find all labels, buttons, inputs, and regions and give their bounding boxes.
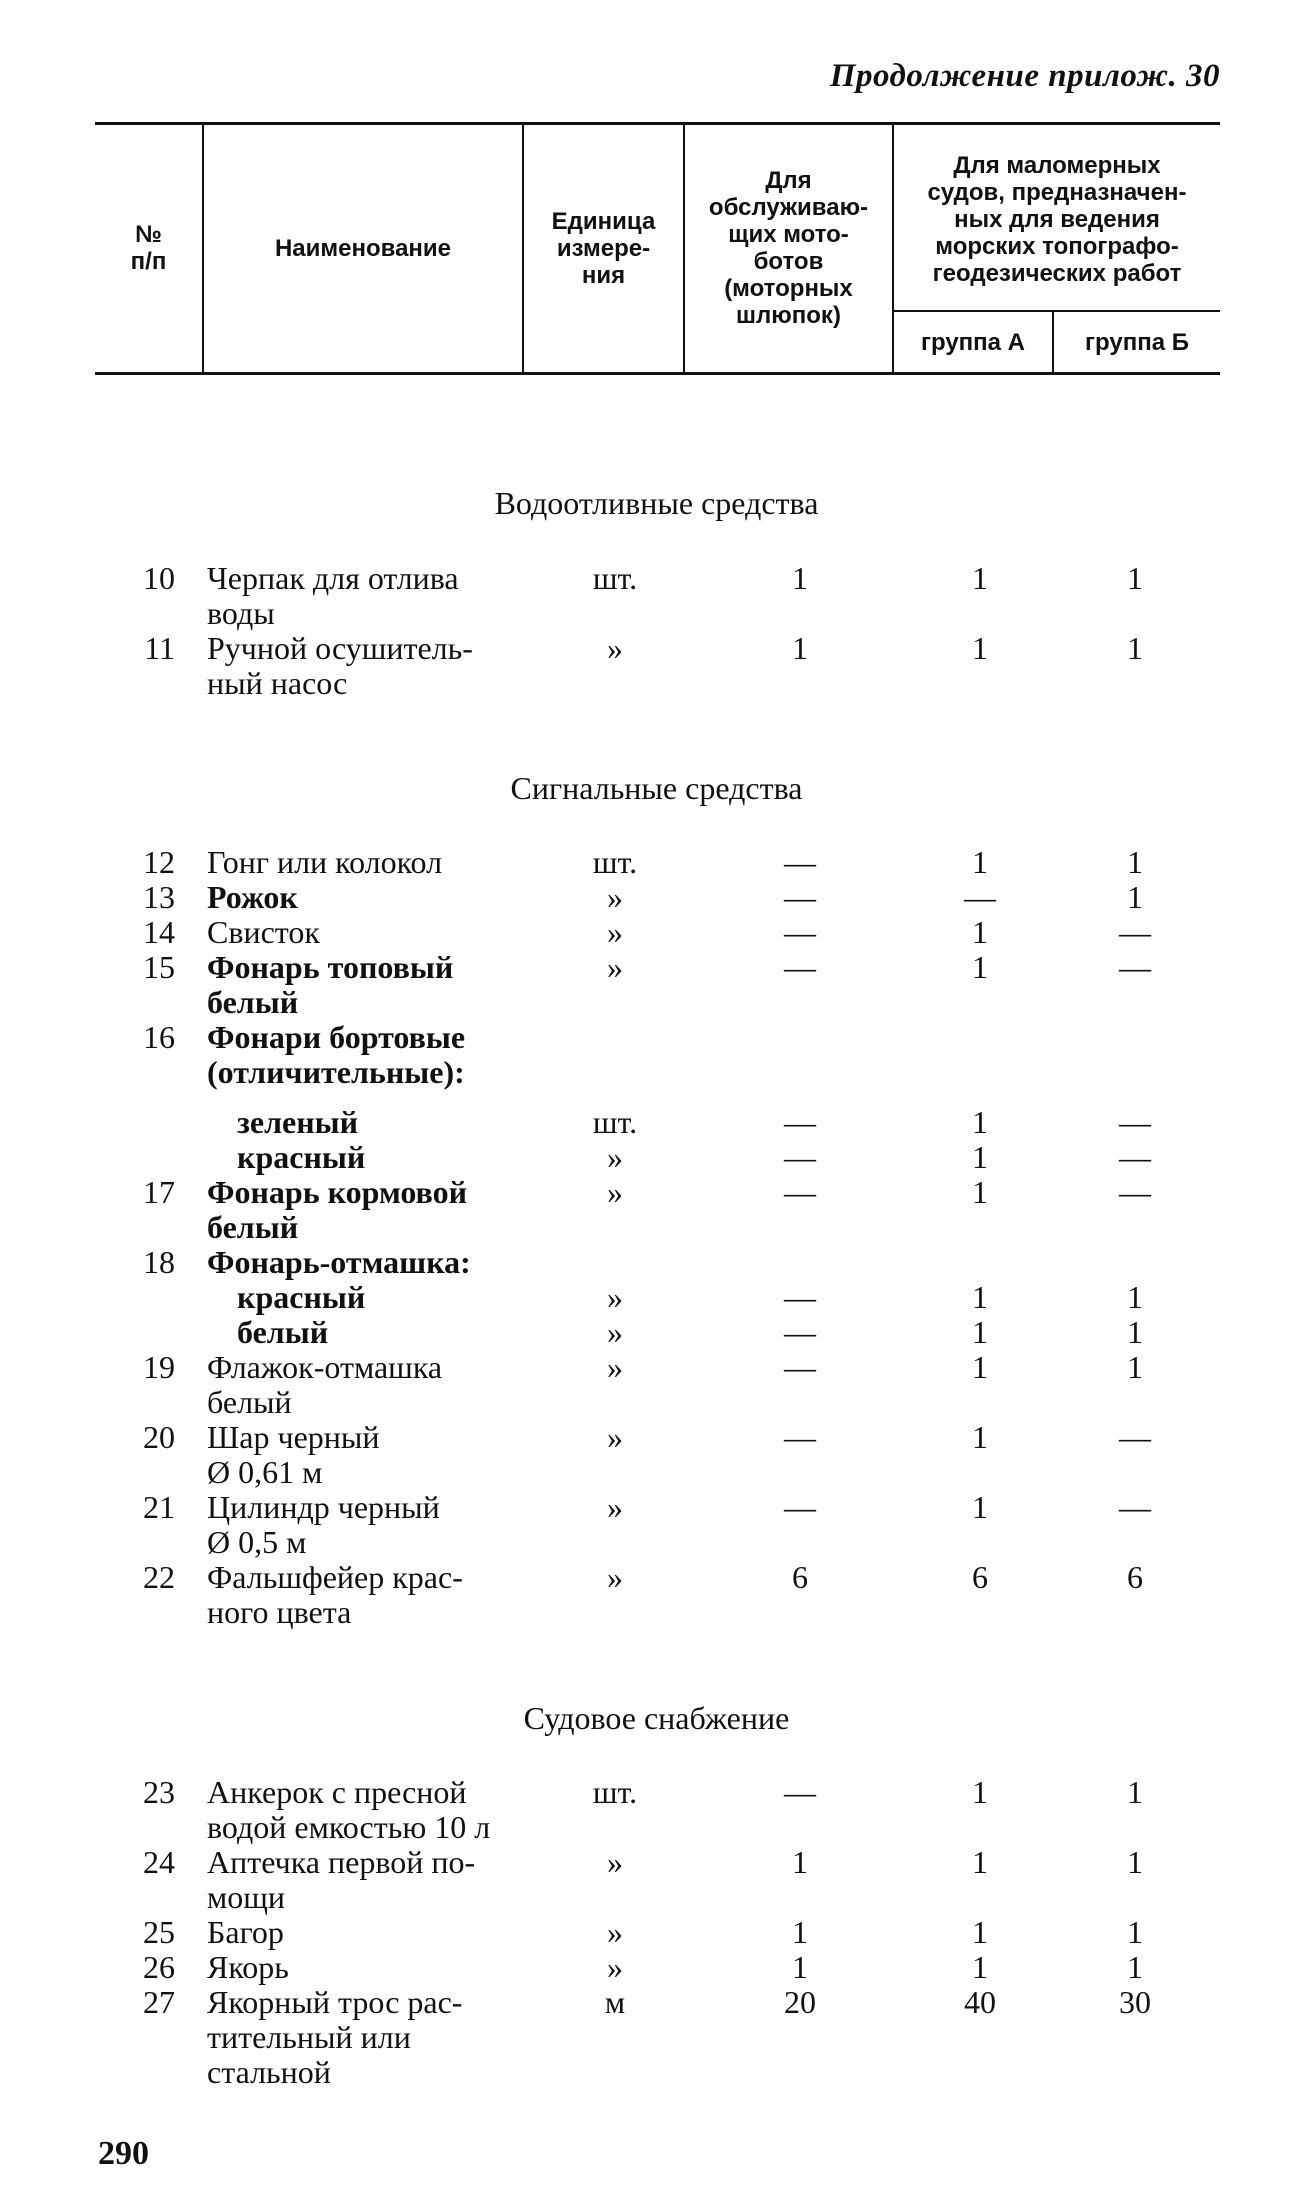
header-group-a: группа А [920,328,1026,356]
row-group-b-value: 1 [1127,879,1143,915]
row-group-a-value: 1 [972,1914,988,1950]
row-service-value: — [784,1349,816,1385]
row-service-value: 6 [792,1559,808,1595]
row-name: Фонарь-отмашка: [207,1244,471,1280]
row-service-value: — [784,1174,816,1210]
row-unit: » [607,1279,623,1315]
row-number: 18 [143,1244,175,1280]
row-group-b-value: 1 [1127,1844,1143,1880]
row-group-a-value: 1 [972,560,988,596]
row-number: 24 [143,1844,175,1880]
row-service-value: — [784,1139,816,1175]
row-unit: шт. [592,844,638,880]
row-number: 17 [143,1174,175,1210]
row-unit: » [607,1349,623,1385]
header-unit: Единица измере- ния [551,207,656,289]
row-number: 14 [143,914,175,950]
row-group-a-value: 1 [972,1949,988,1985]
row-number: 27 [143,1984,175,2020]
row-name: Якорь [207,1949,289,1985]
row-name: Черпак для отлива воды [207,560,459,631]
row-group-a-value: 1 [972,1104,988,1140]
row-service-value: — [784,1419,816,1455]
header-group-b: группа Б [1085,328,1189,356]
row-service-value: — [784,1279,816,1315]
row-group-b-value: — [1119,1174,1151,1210]
row-group-b-value: — [1119,914,1151,950]
row-unit: » [607,1844,623,1880]
row-service-value: — [784,879,816,915]
row-group-a-value: 40 [964,1984,996,2020]
row-number: 25 [143,1914,175,1950]
row-name: Анкерок с пресной водой емкостью 10 л [207,1774,491,1845]
header-bottom-rule [95,372,1220,375]
row-group-b-value: — [1119,1139,1151,1175]
row-group-b-value: — [1119,1419,1151,1455]
row-unit: » [607,1314,623,1350]
row-name: красный [237,1139,366,1175]
row-name: красный [237,1279,366,1315]
row-service-value: 1 [792,1844,808,1880]
row-unit: шт. [592,1774,638,1810]
section-title: Водоотливные средства [494,485,819,521]
row-group-a-value: 1 [972,1314,988,1350]
row-service-value: — [784,1774,816,1810]
row-group-a-value: 1 [972,914,988,950]
row-name: Фальшфейер крас- ного цвета [207,1559,463,1630]
row-unit: » [607,1949,623,1985]
row-group-a-value: 1 [972,630,988,666]
row-name: Шар черный Ø 0,61 м [207,1419,380,1490]
row-name: Фонарь кормовой белый [207,1174,468,1245]
section-title: Судовое снабжение [523,1700,790,1736]
row-number: 16 [143,1019,175,1055]
row-unit: » [607,1419,623,1455]
row-group-b-value: — [1119,1104,1151,1140]
row-service-value: 1 [792,630,808,666]
row-service-value: — [784,1104,816,1140]
row-service-value: 1 [792,1914,808,1950]
row-number: 26 [143,1949,175,1985]
row-service-value: — [784,1314,816,1350]
row-group-b-value: 1 [1127,1949,1143,1985]
row-group-b-value: 1 [1127,1314,1143,1350]
row-unit: » [607,1559,623,1595]
row-unit: » [607,1489,623,1525]
row-service-value: — [784,914,816,950]
row-group-b-value: — [1119,1489,1151,1525]
row-service-value: 1 [792,560,808,596]
row-group-a-value: 1 [972,844,988,880]
row-number: 13 [143,879,175,915]
row-name: Якорный трос рас- тительный или стальной [207,1984,463,2090]
row-name: Фонари бортовые (отличительные): [207,1019,466,1090]
row-unit: » [607,630,623,666]
row-name: Гонг или колокол [207,844,443,880]
row-service-value: 20 [784,1984,816,2020]
row-name: Ручной осушитель- ный насос [207,630,473,701]
row-name: Фонарь топовый белый [207,949,454,1020]
row-unit: » [607,914,623,950]
row-name: Багор [207,1914,284,1950]
header-small-vessels: Для маломерных судов, предназначен- ных для ведения морских топографо- геодезических работ [927,151,1187,287]
row-group-b-value: 1 [1127,844,1143,880]
row-group-a-value: 1 [972,1279,988,1315]
row-group-b-value: 1 [1127,1774,1143,1810]
row-number: 23 [143,1774,175,1810]
row-number: 12 [143,844,175,880]
row-unit: » [607,1139,623,1175]
header-num: № п/п [130,221,167,275]
row-name: Аптечка первой по- мощи [207,1844,476,1915]
row-number: 11 [144,630,175,666]
section-title: Сигнальные средства [510,770,803,806]
row-group-b-value: 1 [1127,1349,1143,1385]
row-name: Свисток [207,914,320,950]
row-group-a-value: 6 [972,1559,988,1595]
row-group-a-value: 1 [972,1139,988,1175]
row-group-a-value: — [964,879,996,915]
row-number: 22 [143,1559,175,1595]
row-group-b-value: 1 [1127,1279,1143,1315]
row-name: зеленый [237,1104,359,1140]
row-unit: м [604,1984,626,2020]
row-group-a-value: 1 [972,1489,988,1525]
row-number: 10 [143,560,175,596]
row-group-a-value: 1 [972,1774,988,1810]
row-unit: » [607,1914,623,1950]
row-group-a-value: 1 [972,1349,988,1385]
continuation-note: Продолжение прилож. 30 [829,58,1220,94]
row-group-a-value: 1 [972,1844,988,1880]
row-unit: » [607,1174,623,1210]
header-name: Наименование [274,234,452,262]
row-group-a-value: 1 [972,1419,988,1455]
row-service-value: — [784,949,816,985]
page-number: 290 [98,2135,149,2172]
row-group-a-value: 1 [972,1174,988,1210]
row-service-value: — [784,844,816,880]
row-service-value: — [784,1489,816,1525]
row-name: Флажок-отмашка белый [207,1349,443,1420]
row-group-b-value: — [1119,949,1151,985]
row-number: 20 [143,1419,175,1455]
row-number: 19 [143,1349,175,1385]
row-name: белый [237,1314,329,1350]
row-group-b-value: 30 [1119,1984,1151,2020]
row-name: Цилиндр черный Ø 0,5 м [207,1489,440,1560]
row-group-b-value: 1 [1127,1914,1143,1950]
row-group-b-value: 1 [1127,560,1143,596]
row-number: 15 [143,949,175,985]
row-service-value: 1 [792,1949,808,1985]
row-group-b-value: 6 [1127,1559,1143,1595]
row-number: 21 [143,1489,175,1525]
row-unit: » [607,879,623,915]
row-unit: шт. [592,1104,638,1140]
header-service-boats: Для обслуживаю- щих мото- ботов (моторных шлюпок) [708,167,869,329]
row-group-b-value: 1 [1127,630,1143,666]
row-unit: шт. [592,560,638,596]
row-name: Рожок [207,879,298,915]
row-group-a-value: 1 [972,949,988,985]
row-unit: » [607,949,623,985]
